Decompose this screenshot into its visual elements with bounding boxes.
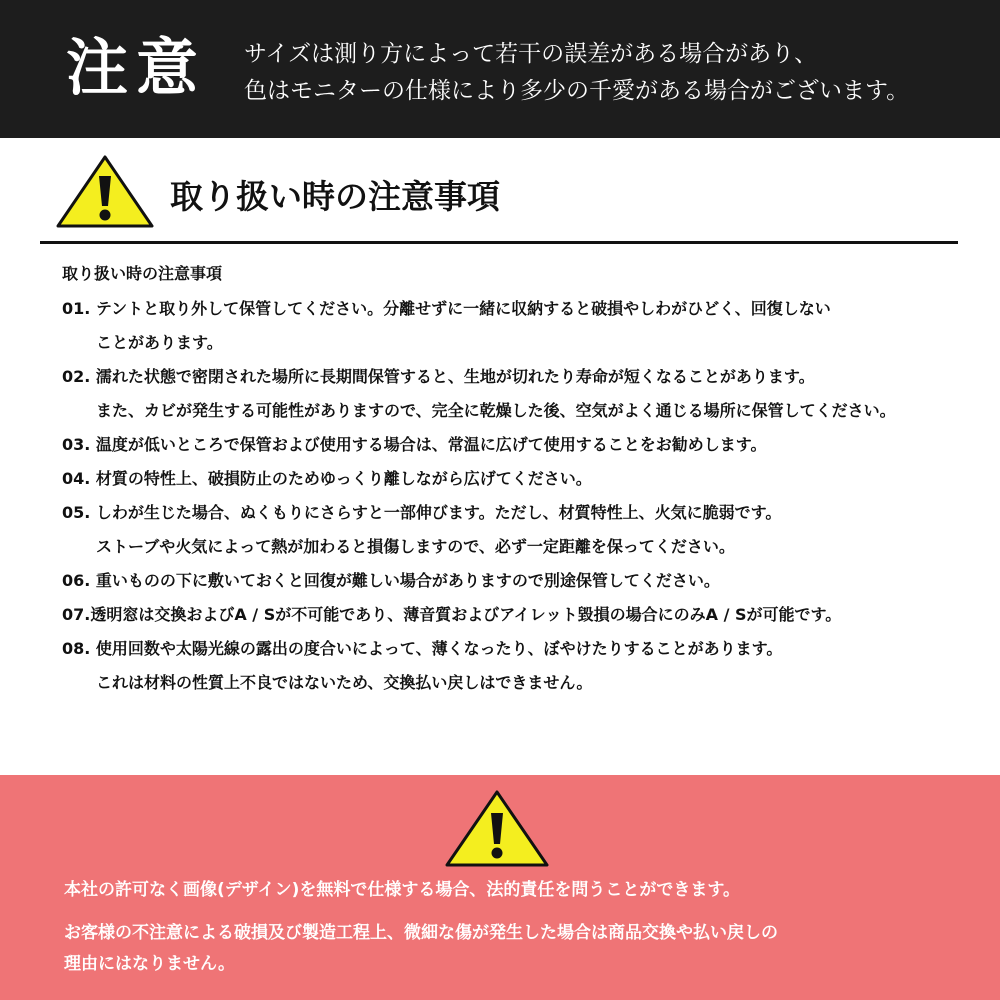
notice-line-1: サイズは測り方によって若干の誤差がある場合があり、: [244, 41, 818, 67]
note-item-02: [62, 360, 982, 428]
note-text-continued: また、カビが発生する可能性がありますので、完全に乾燥した後、空気がよく通じる場所に保管してください。: [96, 401, 896, 420]
notes-heading: 取り扱い時の注意事項: [62, 264, 223, 283]
note-text: 透明窓は交換およびA / Sが不可能であり、薄音質およびアイレット毀損の場合にのみA / Sが可能です。: [90, 605, 842, 624]
note-item-07: [62, 598, 982, 632]
note-text: テントと取り外して保管してください。分離せずに一緒に収納すると破損やしわがひどく、回復しない: [95, 299, 831, 318]
note-number: 01.: [62, 299, 96, 318]
note-number: 06.: [62, 571, 96, 590]
notice-title: 注意: [66, 31, 207, 104]
notice-text: [244, 36, 909, 110]
legal-notice-banner: [0, 775, 1000, 1000]
note-text-continued: これは材料の性質上不良ではないため、交換払い戻しはできません。: [96, 673, 593, 692]
note-number: 02.: [62, 367, 96, 386]
legal-line-1: 本社の許可なく画像(デザイン)を無料で仕様する場合、法的責任を問うことができます。: [64, 880, 740, 900]
note-number: 03.: [62, 435, 96, 454]
legal-line-2: お客様の不注意による破損及び製造工程上、微細な傷が発生した場合は商品交換や払い戻しの: [64, 923, 778, 943]
note-text: 重いものの下に敷いておくと回復が難しい場合がありますので別途保管してください。: [95, 571, 720, 590]
note-item-08: [62, 632, 982, 700]
warning-triangle-icon: [55, 154, 155, 230]
note-number: 04.: [62, 469, 96, 488]
note-item-04: [62, 462, 982, 496]
note-text: しわが生じた場合、ぬくもりにさらすと一部伸びます。ただし、材質特性上、火気に脆弱です。: [95, 503, 782, 522]
note-text-continued: ことがあります。: [96, 333, 223, 352]
legal-notice-text: [64, 875, 778, 980]
note-text: 材質の特性上、破損防止のためゆっくり離しながら広げてください。: [95, 469, 592, 488]
notice-line-2: 色はモニターの仕様により多少の千愛がある場合がございます。: [244, 78, 910, 104]
note-number: 05.: [62, 503, 96, 522]
note-text: 濡れた状態で密閉された場所に長期間保管すると、生地が切れたり寿命が短くなることがあります。: [95, 367, 815, 386]
handling-notes: [62, 262, 982, 700]
note-item-01: [62, 292, 982, 360]
top-notice-banner: [0, 0, 1000, 138]
note-text: 温度が低いところで保管および使用する場合は、常温に広げて使用することをお勧めします。: [95, 435, 767, 454]
note-item-03: [62, 428, 982, 462]
note-item-05: [62, 496, 982, 564]
note-number: 07.: [62, 605, 91, 624]
section-title: 取り扱い時の注意事項: [170, 177, 500, 216]
note-text: 使用回数や太陽光線の露出の度合いによって、薄くなったり、ぼやけたりすることがあります。: [95, 639, 783, 658]
legal-line-3: 理由にはなりません。: [64, 954, 236, 974]
section-divider: [40, 241, 958, 244]
note-text-continued: ストーブや火気によって熱が加わると損傷しますので、必ず一定距離を保ってください。: [96, 537, 735, 556]
warning-triangle-icon: [444, 789, 550, 869]
note-number: 08.: [62, 639, 96, 658]
note-item-06: [62, 564, 982, 598]
